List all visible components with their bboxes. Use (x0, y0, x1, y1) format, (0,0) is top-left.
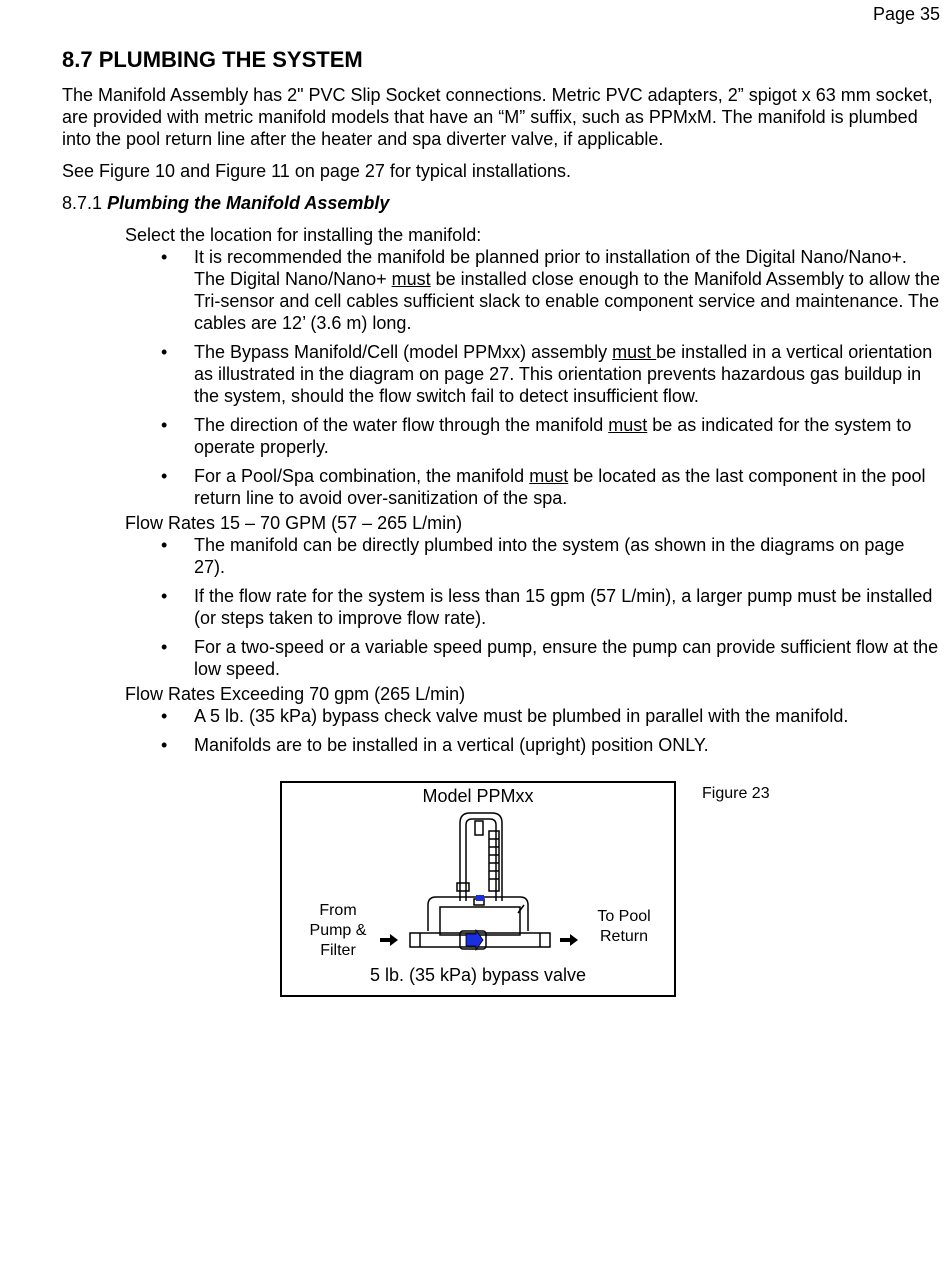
flow-high-bullet-list (125, 705, 940, 756)
outlet-arrow-icon (560, 934, 578, 946)
document-body (62, 46, 940, 763)
subsection-heading (62, 192, 940, 214)
section-title: 8.7 PLUMBING THE SYSTEM (62, 47, 363, 72)
list-item: • For a Pool/Spa combination, the manifold must be located as the last component in the pool return line to avoid over-sanitization of the spa. (125, 465, 940, 509)
location-bullet-list (125, 246, 940, 509)
flow-high-heading: Flow Rates Exceeding 70 gpm (265 L/min) (125, 684, 466, 704)
bypass-valve (460, 895, 486, 950)
flow-low-heading: Flow Rates 15 – 70 GPM (57 – 265 L/min) (125, 513, 463, 533)
bypass-valve-label: 5 lb. (35 kPa) bypass valve (369, 965, 587, 985)
subsection-number: 8.7.1 (62, 193, 103, 213)
page-number: Page 35 (872, 4, 940, 24)
outlet-label: To Pool Return (597, 908, 651, 945)
subsection-title: Plumbing the Manifold Assembly (107, 193, 390, 213)
list-item: • If the flow rate for the system is less than 15 gpm (57 L/min), a larger pump must be installed (or steps taken to improve flow rate). (125, 585, 940, 629)
instructions-block (125, 224, 940, 756)
see-figures-paragraph: See Figure 10 and Figure 11 on page 27 for typical installations. (62, 161, 571, 181)
figure-title: Model PPMxx (422, 786, 534, 806)
list-item: • The Bypass Manifold/Cell (model PPMxx) assembly must be installed in a vertical orientation as illustrated in the diagram on page 27. This orientation prevents hazardous gas buildup in the system, should the flow switch fail to detect insufficient flow. (125, 341, 940, 407)
manifold-diagram (282, 783, 674, 995)
list-item: • A 5 lb. (35 kPa) bypass check valve must be plumbed in parallel with the manifold. (125, 705, 940, 727)
inlet-label: From Pump & Filter (309, 902, 367, 959)
list-item: • The direction of the water flow through the manifold must be as indicated for the system to operate properly. (125, 414, 940, 458)
sensor-pipe (457, 813, 502, 901)
list-item: • The manifold can be directly plumbed into the system (as shown in the diagrams on page 27). (125, 534, 940, 578)
manifold-figure (280, 781, 676, 997)
inlet-arrow-icon (380, 934, 398, 946)
list-item: • For a two-speed or a variable speed pump, ensure the pump can provide sufficient flow at the low speed. (125, 636, 940, 680)
list-item: • Manifolds are to be installed in a vertical (upright) position ONLY. (125, 734, 940, 756)
figure-label: Figure 23 (702, 785, 770, 802)
select-location-label: Select the location for installing the manifold: (125, 225, 482, 245)
flow-low-bullet-list (125, 534, 940, 680)
list-item: • It is recommended the manifold be planned prior to installation of the Digital Nano/Nano+. The Digital Nano/Nano+ must be installed close enough to the Manifold Assembly to allow the Tri-sensor and cell cables sufficient slack to enable component service and maintenance. The cables are 12’ (3.6 m) long. (125, 246, 940, 334)
intro-paragraph: The Manifold Assembly has 2" PVC Slip Socket connections. Metric PVC adapters, 2” spigot x 63 mm socket, are provided with metric manifold models that have an “M” suffix, such as PPMxM. The manifold is plumbed into the pool return line after the heater and spa diverter valve, if applicable. (62, 85, 933, 149)
